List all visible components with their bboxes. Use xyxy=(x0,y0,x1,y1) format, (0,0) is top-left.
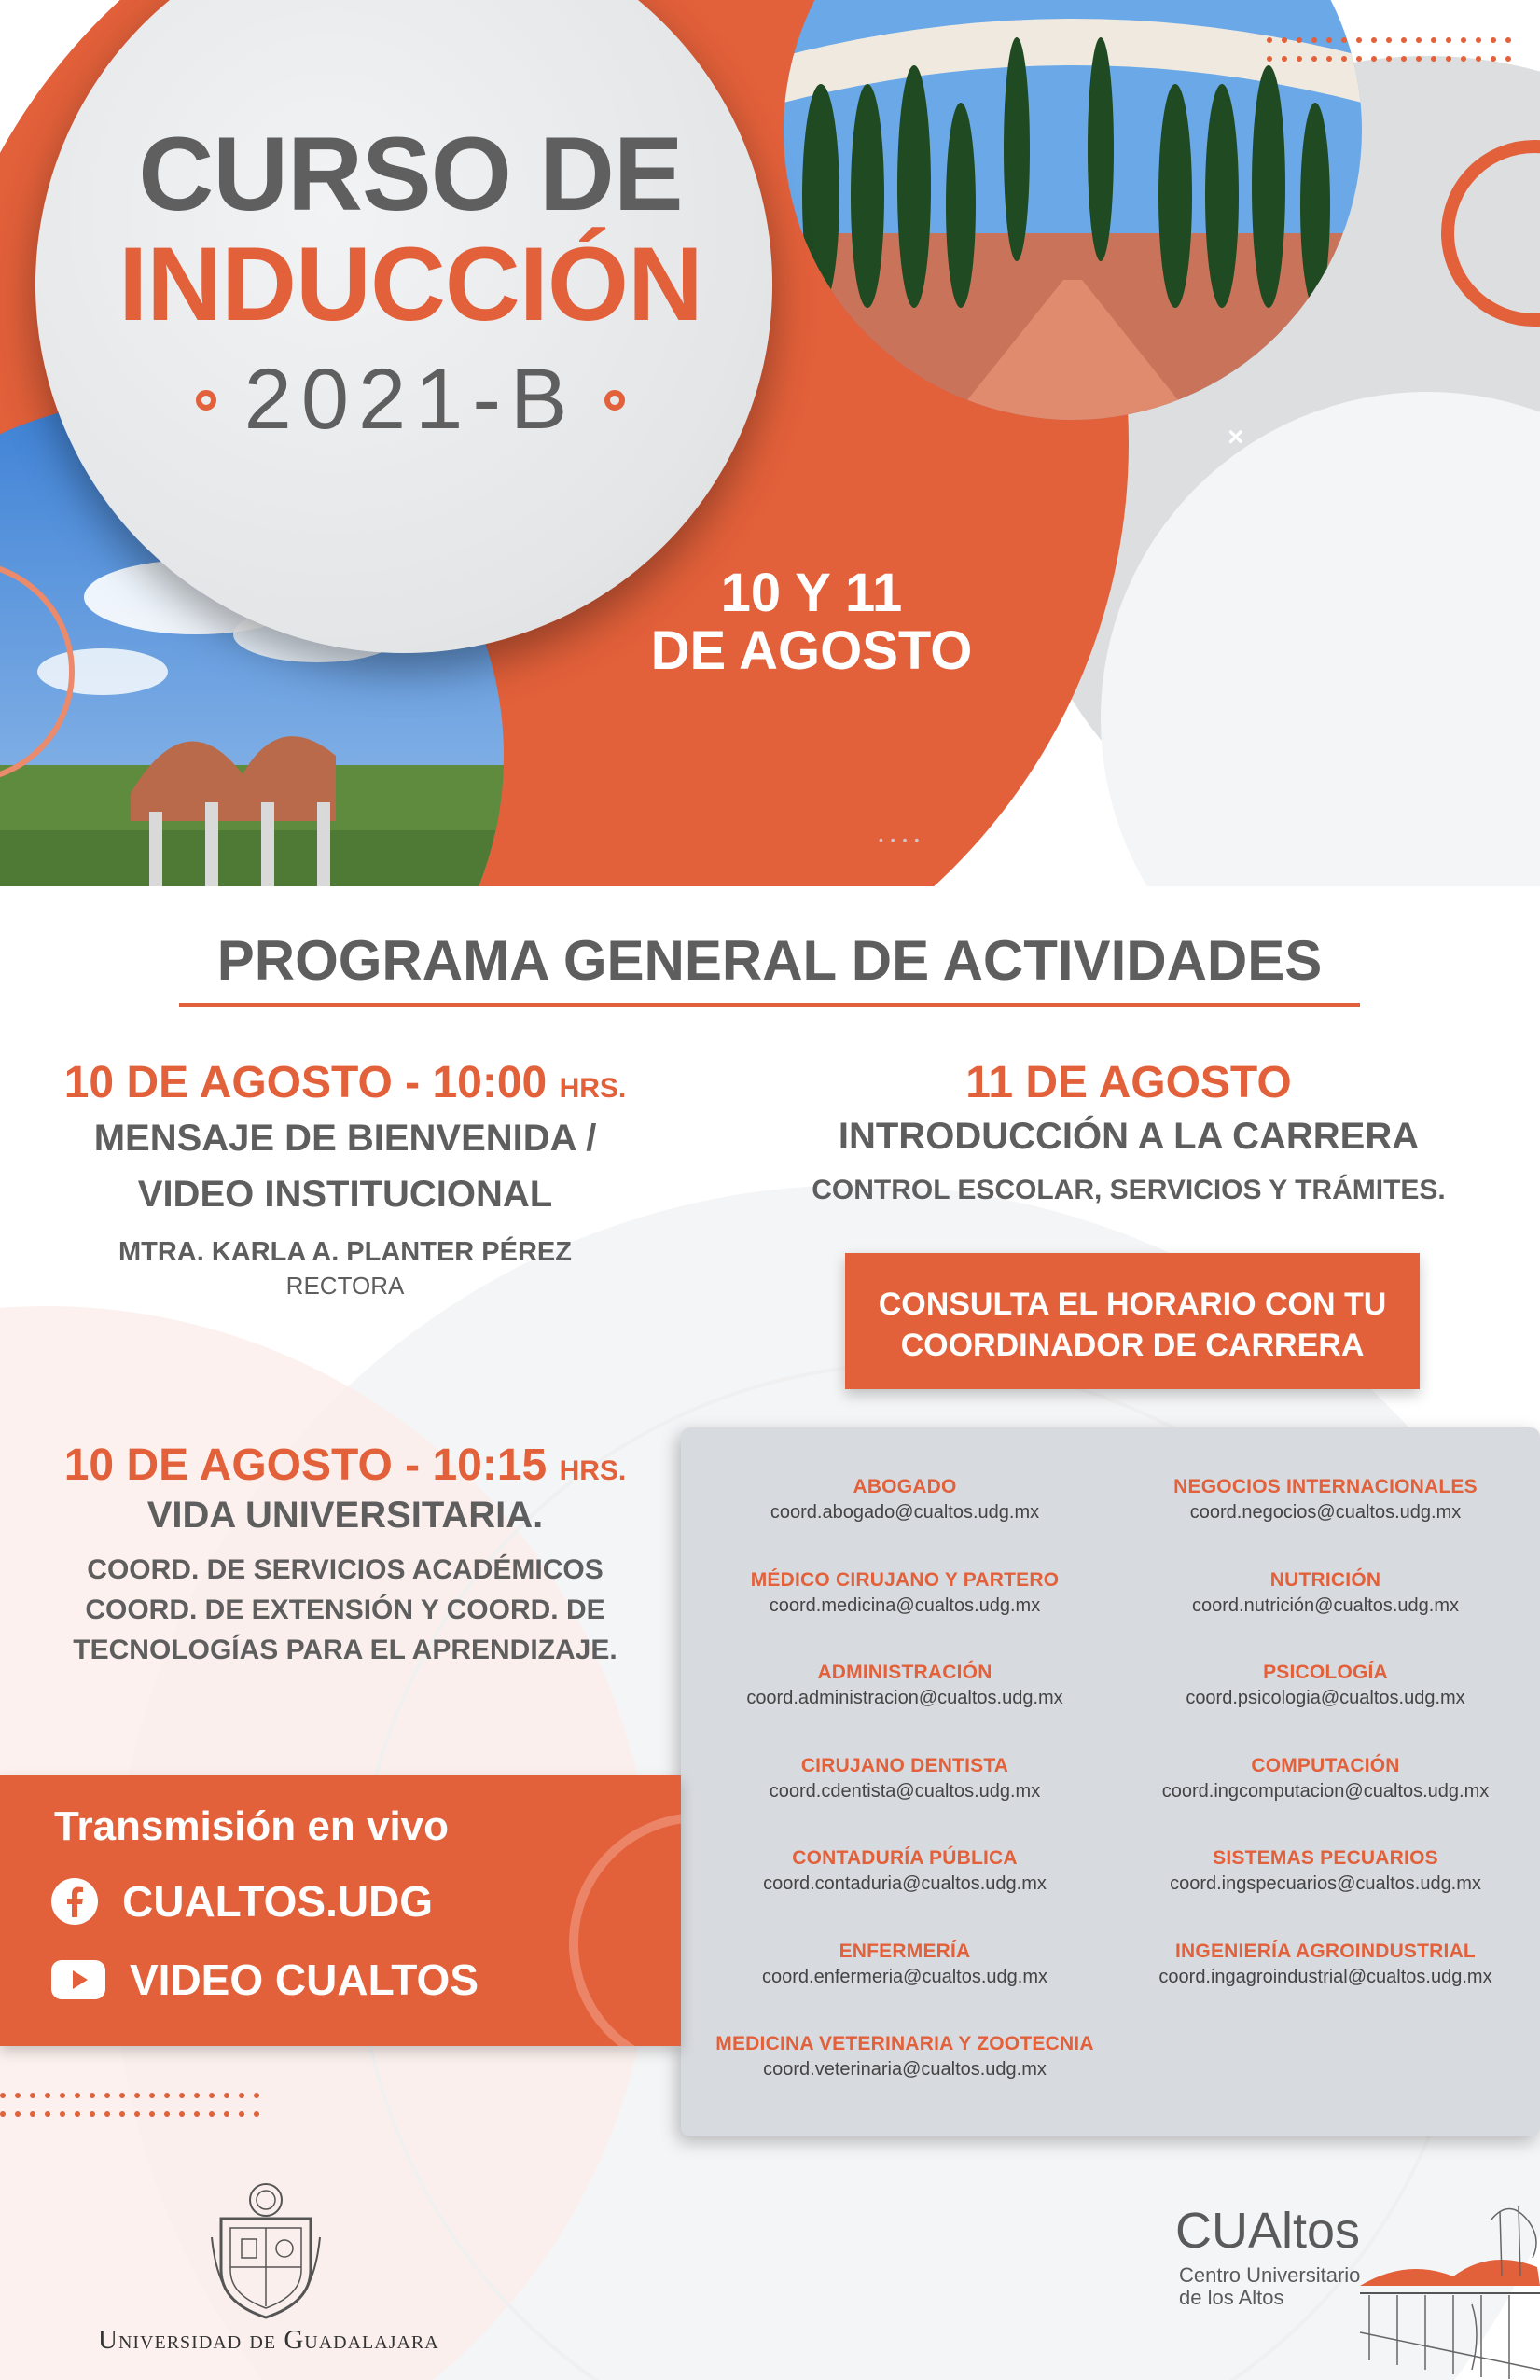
coordinator-program: MÉDICO CIRUJANO Y PARTERO xyxy=(750,1568,1060,1591)
decor-dots-small: • • • • xyxy=(879,832,922,847)
coordinator-entry xyxy=(690,1941,1119,1988)
program-heading: PROGRAMA GENERAL DE ACTIVIDADES xyxy=(216,929,1323,992)
udg-name: Universidad de Guadalajara xyxy=(98,2325,439,2355)
coordinator-email-link[interactable]: coord.ingspecuarios@cualtos.udg.mx xyxy=(1170,1873,1481,1894)
live-heading: Transmisión en vivo xyxy=(54,1803,450,1849)
cualtos-brand: CUAltos xyxy=(1175,2203,1361,2259)
coordinator-entry xyxy=(690,2033,1119,2081)
coordinator-program: CONTADURÍA PÚBLICA xyxy=(792,1847,1018,1869)
coordinator-entry xyxy=(1111,1847,1540,1895)
heading-underline xyxy=(179,1003,1360,1007)
activity-block-2 xyxy=(756,1057,1502,1206)
decor-dots-top xyxy=(1267,37,1511,62)
activity-title: VIDA UNIVERSITARIA. xyxy=(146,1495,544,1536)
dates-line-1: 10 Y 11 xyxy=(720,563,903,623)
schedule-button[interactable]: CONSULTA EL HORARIO CON TU COORDINADOR DE CARRERA xyxy=(845,1253,1420,1389)
decor-x-mark: × xyxy=(1228,422,1244,452)
activity-details: COORD. DE SERVICIOS ACADÉMICOS COORD. DE EXTENSIÓN Y COORD. DE TECNOLOGÍAS PARA EL APRENDIZAJE. xyxy=(73,1554,617,1665)
activity-block-1 xyxy=(28,1057,662,1301)
facebook-link[interactable] xyxy=(51,1876,433,1927)
coordinator-entry xyxy=(1111,1476,1540,1524)
udg-logo xyxy=(210,2181,322,2319)
coordinator-email-link[interactable]: coord.abogado@cualtos.udg.mx xyxy=(770,1502,1040,1523)
coordinator-entry xyxy=(1111,1941,1540,1988)
facebook-icon xyxy=(51,1878,98,1925)
coordinator-entry xyxy=(690,1476,1119,1524)
event-dates xyxy=(597,564,1026,680)
udg-shield-icon xyxy=(210,2181,322,2319)
activity-role: RECTORA xyxy=(285,1272,405,1300)
dates-line-2: DE AGOSTO xyxy=(650,620,973,681)
activity-subtitle: CONTROL ESCOLAR, SERVICIOS Y TRÁMITES. xyxy=(812,1175,1446,1205)
coordinator-program: ABOGADO xyxy=(853,1476,957,1497)
coordinator-program: NUTRICIÓN xyxy=(1269,1568,1381,1591)
coordinator-email-link[interactable]: coord.administracion@cualtos.udg.mx xyxy=(746,1688,1063,1708)
facebook-label: CUALTOS.UDG xyxy=(122,1877,434,1926)
activity-date: 11 DE AGOSTO xyxy=(965,1058,1292,1107)
cualtos-logo xyxy=(1173,2192,1540,2380)
coordinator-entry xyxy=(1111,1662,1540,1709)
coordinator-email-link[interactable]: coord.psicologia@cualtos.udg.mx xyxy=(1186,1688,1465,1708)
coordinator-email-link[interactable]: coord.ingcomputacion@cualtos.udg.mx xyxy=(1161,1780,1490,1802)
activity-title: MENSAJE DE BIENVENIDA / VIDEO INSTITUCIONAL xyxy=(93,1118,597,1215)
coordinator-program: PSICOLOGÍA xyxy=(1263,1662,1388,1683)
coordinator-email-link[interactable]: coord.ingagroindustrial@cualtos.udg.mx xyxy=(1158,1966,1492,1987)
coordinator-program: NEGOCIOS INTERNACIONALES xyxy=(1173,1476,1478,1497)
coordinator-entry xyxy=(690,1847,1119,1895)
coordinator-email-link[interactable]: coord.nutrición@cualtos.udg.mx xyxy=(1192,1594,1459,1616)
coordinator-program: SISTEMAS PECUARIOS xyxy=(1213,1847,1438,1869)
coordinator-email-link[interactable]: coord.veterinaria@cualtos.udg.mx xyxy=(763,2059,1047,2080)
coordinator-entry xyxy=(1111,1755,1540,1802)
decor-ring-live xyxy=(569,1813,681,2046)
title-line-2: INDUCCIÓN xyxy=(118,226,702,342)
cualtos-line-1: Centro Universitario xyxy=(1179,2263,1361,2287)
live-stream-box xyxy=(0,1775,681,2046)
coordinator-entry xyxy=(690,1569,1119,1617)
activity-speaker: MTRA. KARLA A. PLANTER PÉREZ xyxy=(118,1237,572,1267)
title-year: 2021-B xyxy=(75,351,746,449)
youtube-link[interactable] xyxy=(51,1955,479,2005)
bullet-ring-icon xyxy=(604,390,625,411)
decor-dots-bottom xyxy=(0,2093,259,2117)
coordinator-program: MEDICINA VETERINARIA Y ZOOTECNIA xyxy=(715,2033,1094,2054)
coordinator-email-link[interactable]: coord.contaduria@cualtos.udg.mx xyxy=(763,1873,1047,1894)
cualtos-line-2: de los Altos xyxy=(1179,2286,1284,2309)
bullet-ring-icon xyxy=(196,390,216,411)
title-line-1: CURSO DE xyxy=(138,116,683,232)
youtube-icon xyxy=(51,1960,105,1999)
coordinator-email-link[interactable]: coord.medicina@cualtos.udg.mx xyxy=(769,1594,1041,1616)
coordinator-email-link[interactable]: coord.enfermeria@cualtos.udg.mx xyxy=(762,1966,1047,1987)
coordinator-program: INGENIERÍA AGROINDUSTRIAL xyxy=(1175,1940,1476,1962)
coordinator-entry xyxy=(690,1755,1119,1802)
coordinator-program: ADMINISTRACIÓN xyxy=(817,1662,992,1683)
coordinator-entry xyxy=(1111,1569,1540,1617)
activity-title: INTRODUCCIÓN A LA CARRERA xyxy=(838,1116,1420,1157)
coordinator-email-link[interactable]: coord.negocios@cualtos.udg.mx xyxy=(1189,1502,1462,1523)
coordinator-program: CIRUJANO DENTISTA xyxy=(800,1754,1009,1776)
activity-date: 10 DE AGOSTO - 10:00 HRS. xyxy=(63,1058,627,1107)
coordinator-program: ENFERMERÍA xyxy=(839,1940,971,1962)
coordinator-email-link[interactable]: coord.cdentista@cualtos.udg.mx xyxy=(769,1780,1041,1802)
coordinator-program: COMPUTACIÓN xyxy=(1251,1754,1400,1776)
activity-date: 10 DE AGOSTO - 10:15 HRS. xyxy=(63,1441,627,1490)
coordinator-entry xyxy=(690,1662,1119,1709)
activity-block-3 xyxy=(28,1440,662,1670)
page-title xyxy=(75,116,746,449)
youtube-label: VIDEO CUALTOS xyxy=(130,1955,479,2004)
hero-banner xyxy=(0,0,1540,886)
